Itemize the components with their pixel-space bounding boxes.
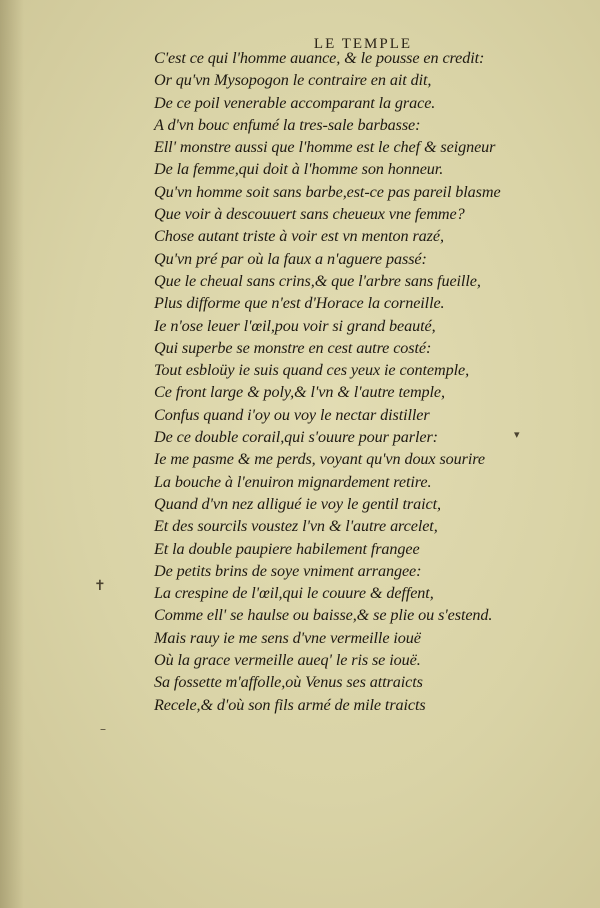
verse-line: Ie n'ose leuer l'œil,pou voir si grand beauté, bbox=[154, 316, 436, 335]
verse-line: Mais rauy ie me sens d'vne vermeille iouë bbox=[154, 628, 421, 647]
verse-line: La crespine de l'œil,qui le couure & deffent, bbox=[154, 584, 434, 603]
verse-line: Tout esbloüy ie suis quand ces yeux ie contemple, bbox=[154, 361, 470, 380]
margin-blot-icon: ✝ bbox=[94, 578, 106, 594]
margin-mark-icon: ▾ bbox=[514, 428, 520, 441]
verse-line: Que le cheual sans crins,& que l'arbre sans fueille, bbox=[154, 271, 481, 290]
verse-line: Et des sourcils voustez l'vn & l'autre arcelet, bbox=[154, 517, 438, 536]
verse-line: Qui superbe se monstre en cest autre costé: bbox=[154, 338, 432, 357]
margin-tick-icon: – bbox=[100, 722, 106, 736]
verse-line: Ie me pasme & me perds, voyant qu'vn doux sourire bbox=[154, 450, 485, 469]
verse-line: De la femme,qui doit à l'homme son honneur. bbox=[154, 160, 444, 179]
verse-line: A d'vn bouc enfumé la tres-sale barbasse: bbox=[154, 115, 421, 134]
verse-line: Sa fossette m'affolle,où Venus ses attraicts bbox=[154, 673, 423, 692]
verse-line: Or qu'vn Mysopogon le contraire en ait dit, bbox=[154, 71, 432, 90]
verse-line: Où la grace vermeille aueq' le ris se iouë. bbox=[154, 651, 421, 670]
verse-line: Quand d'vn nez alligué ie voy le gentil traict, bbox=[154, 494, 441, 513]
verse-line: Recele,& d'où son fils armé de mile traicts bbox=[154, 695, 426, 714]
verse-line: Ell' monstre aussi que l'homme est le chef & seigneur bbox=[154, 138, 496, 157]
verse-line: De ce double corail,qui s'ouure pour parler: bbox=[154, 428, 438, 447]
running-title: LE TEMPLE bbox=[313, 36, 413, 52]
verse-line: C'est ce qui l'homme auance, & le pousse en credit: bbox=[154, 49, 485, 67]
verse-line: De petits brins de soye vniment arrangee: bbox=[154, 561, 422, 580]
page-gutter-shadow bbox=[0, 0, 24, 908]
verse-block bbox=[154, 47, 594, 716]
verse-line: De ce poil venerable accomparant la grace. bbox=[154, 93, 436, 112]
verse-line: Et la double paupiere habilement frangee bbox=[154, 539, 420, 558]
verse-line: Plus difforme que n'est d'Horace la corneille. bbox=[154, 294, 445, 313]
verse-line: Ce front large & poly,& l'vn & l'autre temple, bbox=[154, 383, 445, 402]
verse-line: Qu'vn pré par où la faux a n'aguere passé: bbox=[154, 249, 427, 268]
verse-line: La bouche à l'enuiron mignardement retire. bbox=[154, 472, 432, 491]
verse-line: Confus quand i'oy ou voy le nectar distiller bbox=[154, 405, 430, 424]
verse-line: Comme ell' se haulse ou baisse,& se plie ou s'estend. bbox=[154, 606, 493, 625]
verse-line: Qu'vn homme soit sans barbe,est-ce pas pareil blasme bbox=[154, 182, 501, 201]
verse-line: Chose autant triste à voir est vn menton razé, bbox=[154, 227, 444, 246]
verse-line: Que voir à descouuert sans cheueux vne femme? bbox=[154, 205, 465, 224]
